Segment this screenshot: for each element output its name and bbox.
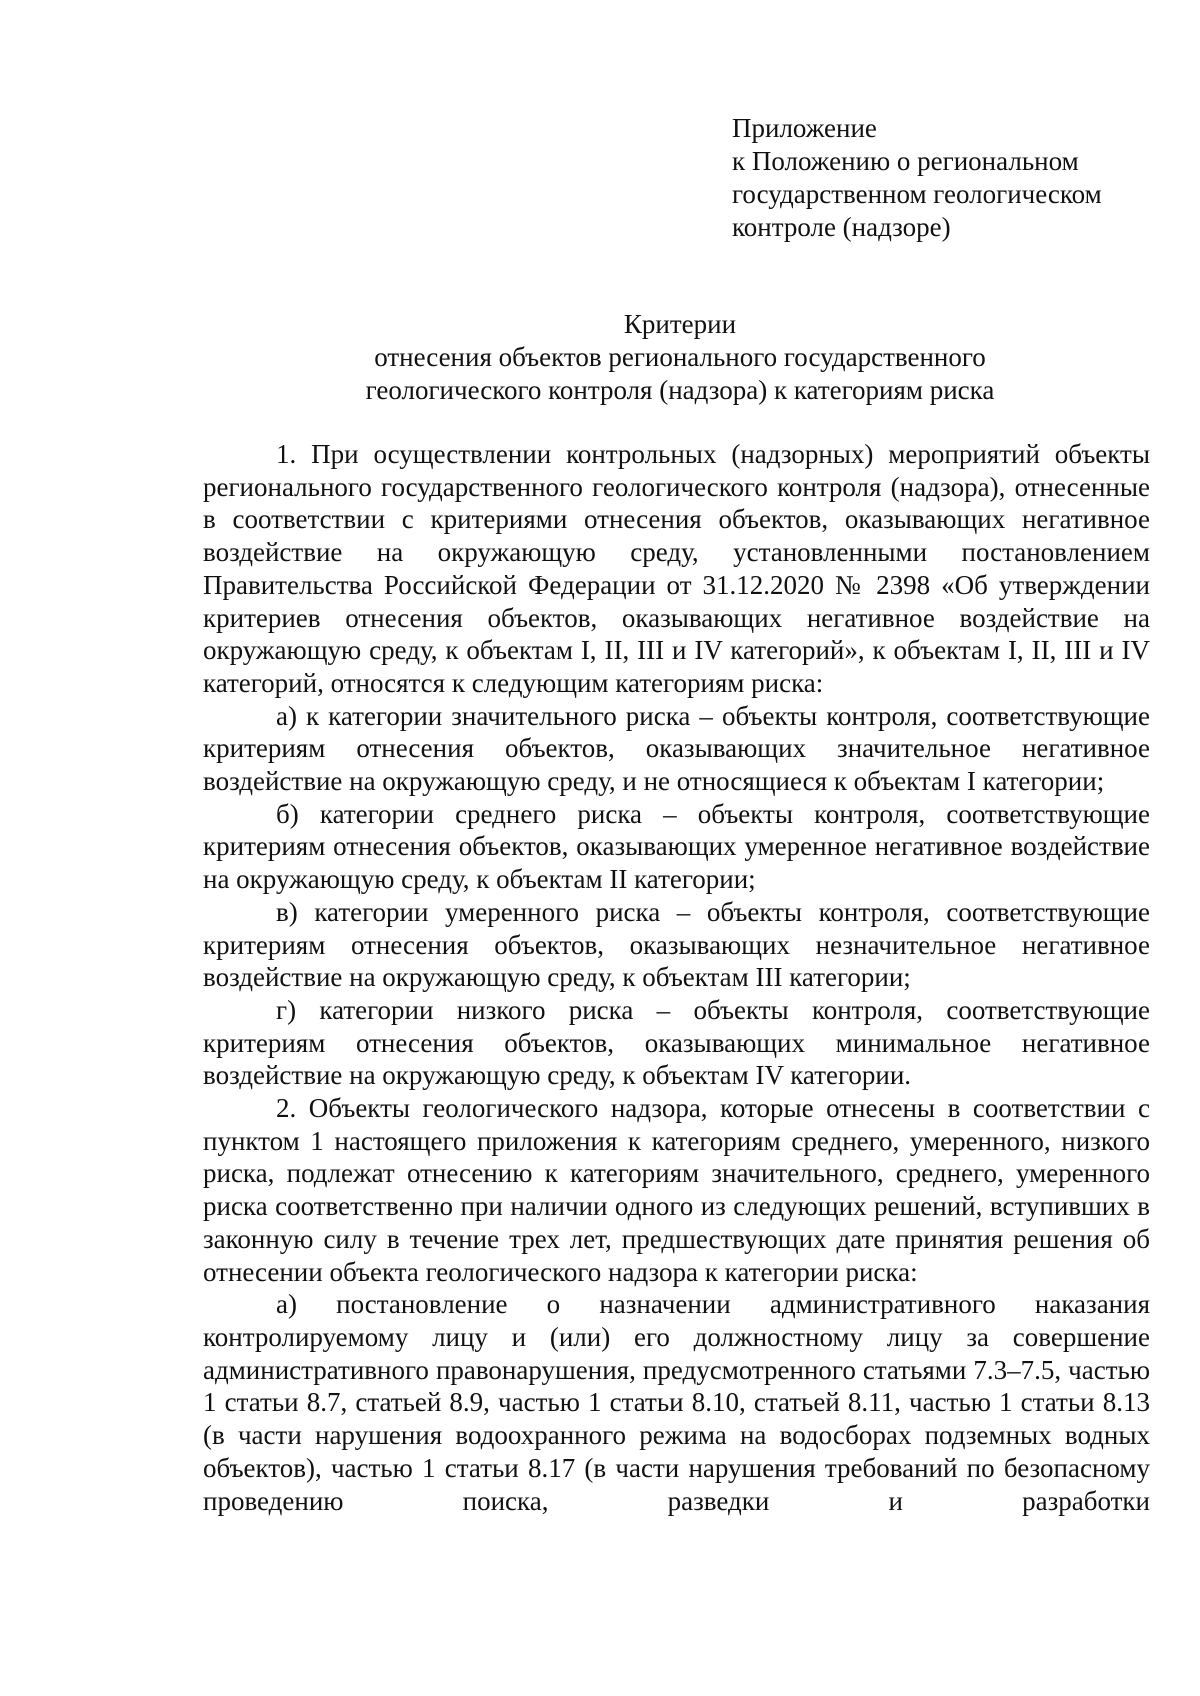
paragraph-1a: а) к категории значительного риска – объекты контроля, соответствующие критериям отнесения объектов, оказывающих значительное негативное воздействие на окружающую среду, и не относящиеся к объектам I категории; <box>203 700 1150 797</box>
paragraph-2: 2. Объекты геологического надзора, которые отнесены в соответствии с пунктом 1 настоящего приложения к категориям среднего, умеренного, низкого риска, подлежат отнесению к категориям значительного, среднего, умеренного риска соответственно при наличии одного из следующих решений, вступивших в законную силу в течение трех лет, предшествующих дате принятия решения об отнесении объекта геологического надзора к категории риска: <box>203 1093 1150 1287</box>
title-line: геологического контроля (надзора) к категориям риска <box>365 375 995 405</box>
annex-line: государственном геологическом <box>732 179 1102 209</box>
paragraph-1v: в) категории умеренного риска – объекты контроля, соответствующие критериям отнесения объектов, оказывающих незначительное негативное воздействие на окружающую среду, к объектам III категории; <box>203 896 1150 993</box>
document-body <box>203 438 1150 1517</box>
paragraph-1: 1. При осуществлении контрольных (надзорных) мероприятий объекты регионального государственного геологического контроля (надзора), отнесенные в соответствии с критериями отнесения объектов, оказывающих негативное воздействие на окружающую среду, установленными постановлением Правительства Российской Федерации от 31.12.2020 № 2398 «Об утверждении критериев отнесения объектов, оказывающих негативное воздействие на окружающую среду, к объектам I, II, III и IV категорий», к объектам I, II, III и IV категорий, относятся к следующим категориям риска: <box>203 439 1150 698</box>
paragraph-2a: а) постановление о назначении административного наказания контролируемому лицу и (или) его должностному лицу за совершение административного правонарушения, предусмотренного статьями 7.3–7.5, частью 1 статьи 8.7, статьей 8.9, частью 1 статьи 8.10, статьей 8.11, частью 1 статьи 8.13 (в части нарушения водоохранного режима на водосборах подземных водных объектов), частью 1 статьи 8.17 (в части нарушения требований по безопасному проведению поиска, разведки и разработки <box>203 1289 1150 1516</box>
annex-line: к Положению о региональном <box>732 146 1079 176</box>
annex-line: Приложение <box>732 113 877 143</box>
annex-line: контроле (надзоре) <box>732 212 951 242</box>
title-line: Критерии <box>623 309 737 339</box>
paragraph-1g: г) категории низкого риска – объекты контроля, соответствующие критериям отнесения объектов, оказывающих минимальное негативное воздействие на окружающую среду, к объектам IV категории. <box>203 994 1150 1091</box>
annex-header <box>732 112 1102 244</box>
document-title <box>200 308 1160 407</box>
title-line: отнесения объектов регионального государственного <box>374 342 986 372</box>
paragraph-1b: б) категории среднего риска – объекты контроля, соответствующие критериям отнесения объектов, оказывающих умеренное негативное воздействие на окружающую среду, к объектам II категории; <box>203 798 1150 895</box>
